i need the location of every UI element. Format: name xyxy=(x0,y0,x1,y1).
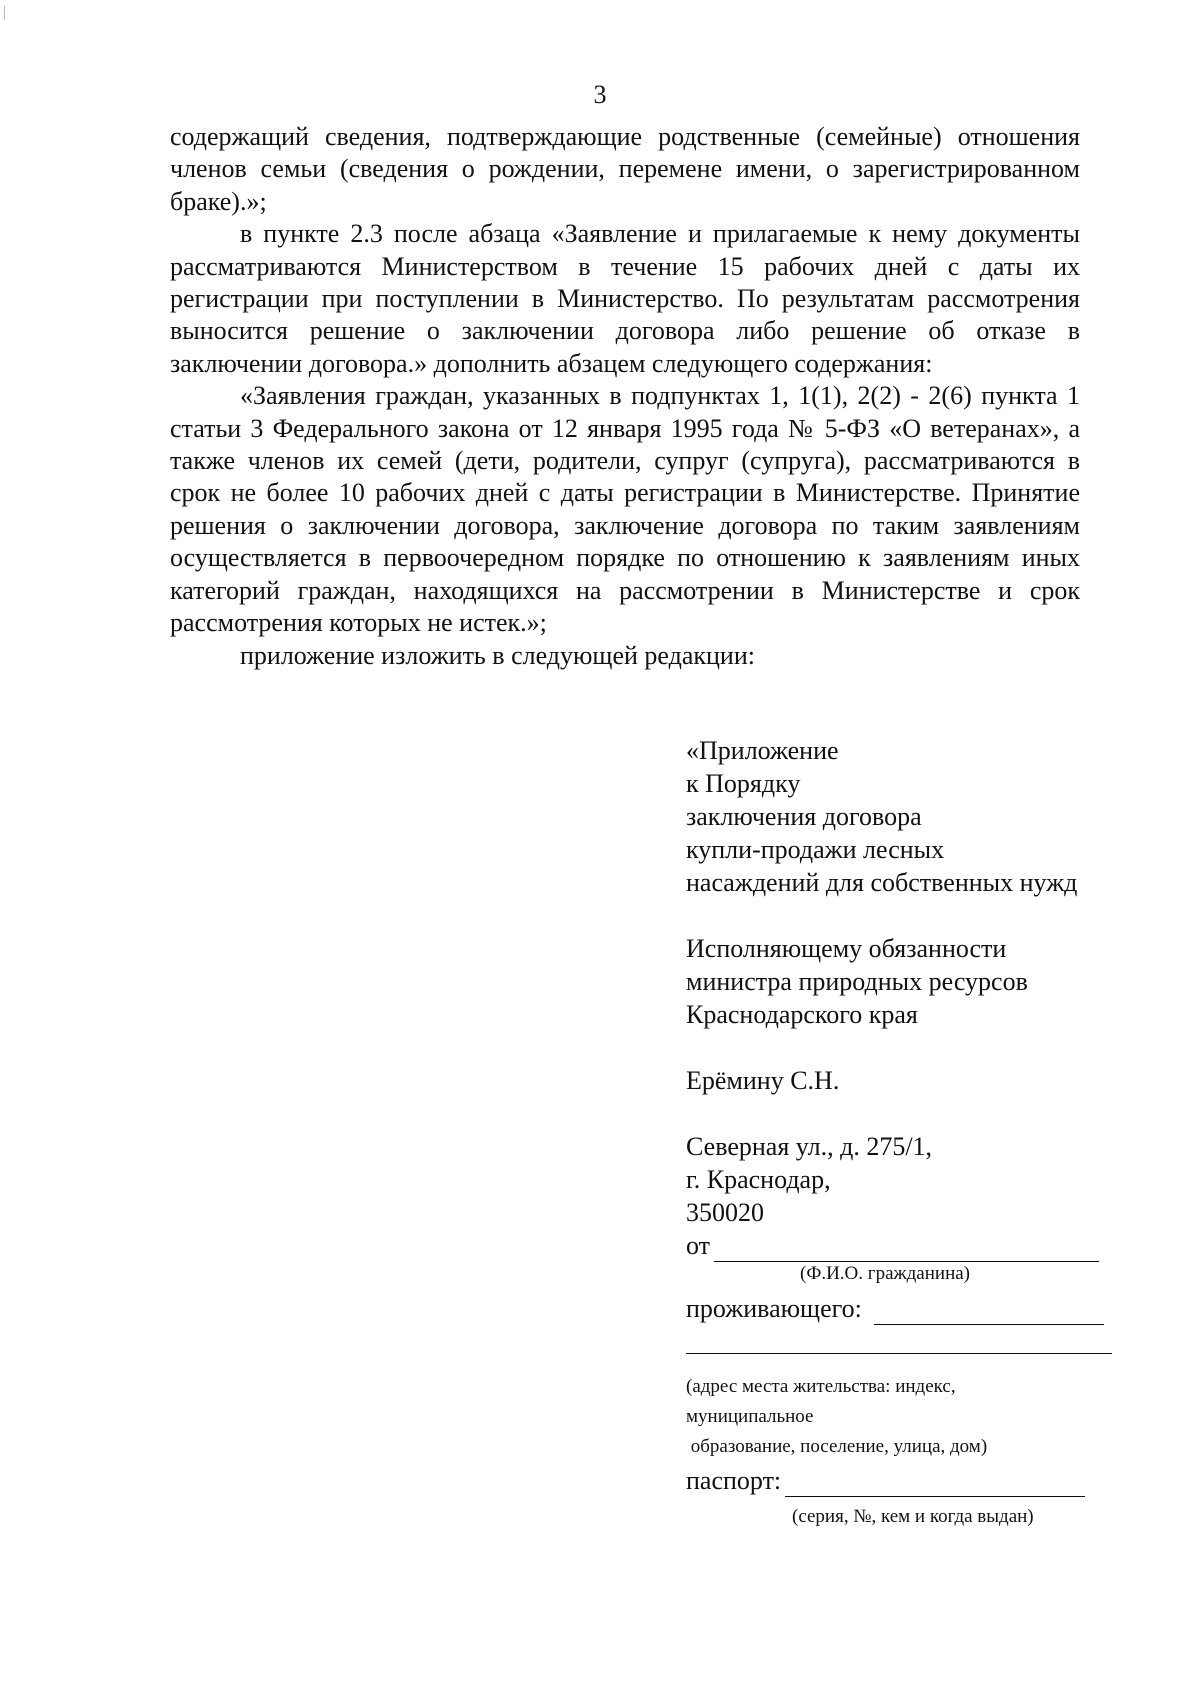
annex-heading-line: купли-продажи лесных xyxy=(686,835,945,864)
from-label: от xyxy=(686,1231,711,1260)
passport-field xyxy=(686,1464,1126,1497)
paragraph-new-abzac: «Заявления граждан, указанных в подпунктах 1, 1(1), 2(2) - 2(6) пункта 1 статьи 3 Федерального закона от 12 января 1995 года № 5-ФЗ «О ветеранах», а также членов их семей (дети, родители, супруг (супруга), рассматриваются в срок не более 10 рабочих дней с даты регистрации в Министерстве. Принятие решения о заключении договора, заключение договора по таким заявлениям осуществляется в первоочередном порядке по отношению к заявлениям иных категорий граждан, находящихся на рассмотрении в Министерстве и срок рассмотрения которых не истек.»; xyxy=(170,381,1080,638)
addressee-line: Исполняющему обязанности xyxy=(686,934,1007,963)
scan-edge-mark xyxy=(4,6,5,20)
addressee-name xyxy=(686,1064,1126,1097)
addressee-block xyxy=(686,932,1126,1031)
paragraph-annex-intro: приложение изложить в следующей редакции: xyxy=(240,640,755,670)
annex-heading-line: «Приложение xyxy=(686,736,839,765)
page-number: 3 xyxy=(593,80,607,109)
address-block xyxy=(686,1130,1126,1229)
passport-label: паспорт: xyxy=(686,1466,782,1495)
paragraph-continuation: содержащий сведения, подтверждающие родственные (семейные) отношения членов семьи (сведения о рождении, перемене имени, о зарегистрированном браке).»; xyxy=(170,122,1080,216)
address-hint-line: образование, поселение, улица, дом) xyxy=(686,1436,988,1457)
address-hint-line: (адрес места жительства: индекс, xyxy=(686,1376,956,1397)
address-line: 350020 xyxy=(686,1198,764,1227)
address-line: г. Краснодар, xyxy=(686,1165,831,1194)
paragraph-amendment-2-3: в пункте 2.3 после абзаца «Заявление и прилагаемые к нему документы рассматриваются Министерством в течение 15 рабочих дней с даты их регистрации при поступлении в Министерство. По результатам рассмотрения выносится решение о заключении договора либо решение об отказе в заключении договора.» дополнить абзацем следующего содержания: xyxy=(170,219,1080,378)
annex-heading-line: насаждений для собственных нужд xyxy=(686,868,1078,897)
residing-label: проживающего: xyxy=(686,1294,862,1323)
annex-block xyxy=(686,734,1126,1529)
annex-heading-line: заключения договора xyxy=(686,802,922,831)
addressee-name-text: Ерёмину С.Н. xyxy=(686,1066,840,1095)
from-hint: (Ф.И.О. гражданина) xyxy=(800,1263,970,1284)
residing-field xyxy=(686,1292,1126,1325)
residing-fill-line xyxy=(874,1300,1104,1325)
address-line: Северная ул., д. 275/1, xyxy=(686,1132,933,1161)
address-fill-line xyxy=(686,1331,1112,1354)
document-body xyxy=(170,121,1080,672)
addressee-line: министра природных ресурсов xyxy=(686,967,1028,996)
address-hint-line: муниципальное xyxy=(686,1406,814,1427)
passport-hint: (серия, №, кем и когда выдан) xyxy=(792,1506,1034,1527)
from-fill-line xyxy=(714,1237,1099,1262)
addressee-line: Краснодарского края xyxy=(686,1000,918,1029)
annex-heading xyxy=(686,734,1126,899)
passport-fill-line xyxy=(785,1472,1085,1497)
from-field xyxy=(686,1229,1126,1262)
annex-heading-line: к Порядку xyxy=(686,769,801,798)
